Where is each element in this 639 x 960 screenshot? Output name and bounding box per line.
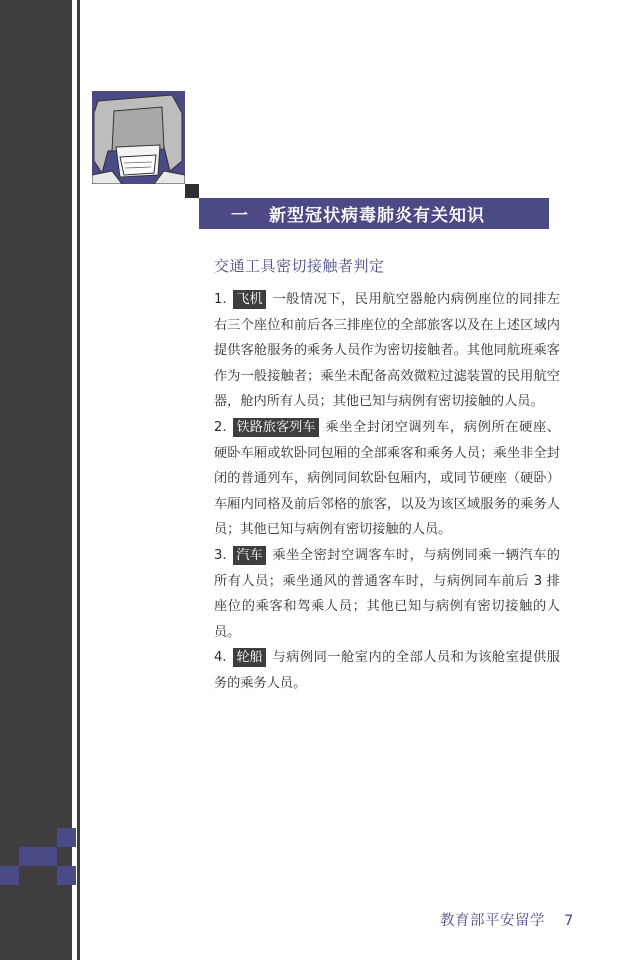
item-text: 一般情况下，民用航空器舱内病例座位的同排左右三个座位和前后各三排座位的全部旅客以及在上述区域内提供客舱服务的乘务人员作为密切接触者。其他同航班乘客作为一般接触者；乘坐未配备高效微粒过滤装置的民用航空器，舱内所有人员；其他已知与病例有密切接触的人员。 xyxy=(214,292,560,410)
item-tag: 轮船 xyxy=(233,648,265,667)
footer-publisher: 教育部平安留学 xyxy=(440,913,545,929)
item-index: 1. xyxy=(214,292,227,307)
item-index: 4. xyxy=(214,650,227,666)
page-footer xyxy=(440,909,574,930)
list-item xyxy=(214,543,560,645)
section-title: 新型冠状病毒肺炎有关知识 xyxy=(269,206,485,226)
page-number: 7 xyxy=(564,913,574,929)
item-text: 与病例同一舱室内的全部人员和为该舱室提供服务的乘务人员。 xyxy=(214,650,560,691)
list-item xyxy=(214,645,560,696)
list-item xyxy=(214,287,560,415)
corner-square xyxy=(185,184,199,198)
left-decor-bar xyxy=(0,0,72,960)
checker-pattern xyxy=(0,828,78,888)
left-decor-line xyxy=(77,0,80,960)
item-tag: 铁路旅客列车 xyxy=(233,418,318,437)
item-tag: 汽车 xyxy=(233,546,265,565)
item-index: 3. xyxy=(214,547,227,563)
masked-person-icon xyxy=(92,91,185,184)
item-text: 乘坐全封闭空调列车，病例所在硬座、硬卧车厢或软卧同包厢的全部乘客和乘务人员；乘坐非全封闭的普通列车，病例同间软卧包厢内，或同节硬座（硬卧）车厢内同格及前后邻格的旅客，以及为该区域服务的乘务人员；其他已知与病例有密切接触的人员。 xyxy=(214,419,560,538)
item-text: 乘坐全密封空调客车时，与病例同乘一辆汽车的所有人员；乘坐通风的普通客车时，与病例同车前后 3 排座位的乘客和驾乘人员；其他已知与病例有密切接触的人员。 xyxy=(214,547,560,640)
item-tag: 飞机 xyxy=(233,290,265,309)
item-index: 2. xyxy=(214,419,227,435)
avatar-illustration xyxy=(92,91,185,184)
list-item xyxy=(214,415,560,543)
section-title-bar xyxy=(199,198,549,229)
section-number: 一 xyxy=(231,206,249,226)
subtitle: 交通工具密切接触者判定 xyxy=(214,257,385,275)
content-body xyxy=(214,287,560,697)
